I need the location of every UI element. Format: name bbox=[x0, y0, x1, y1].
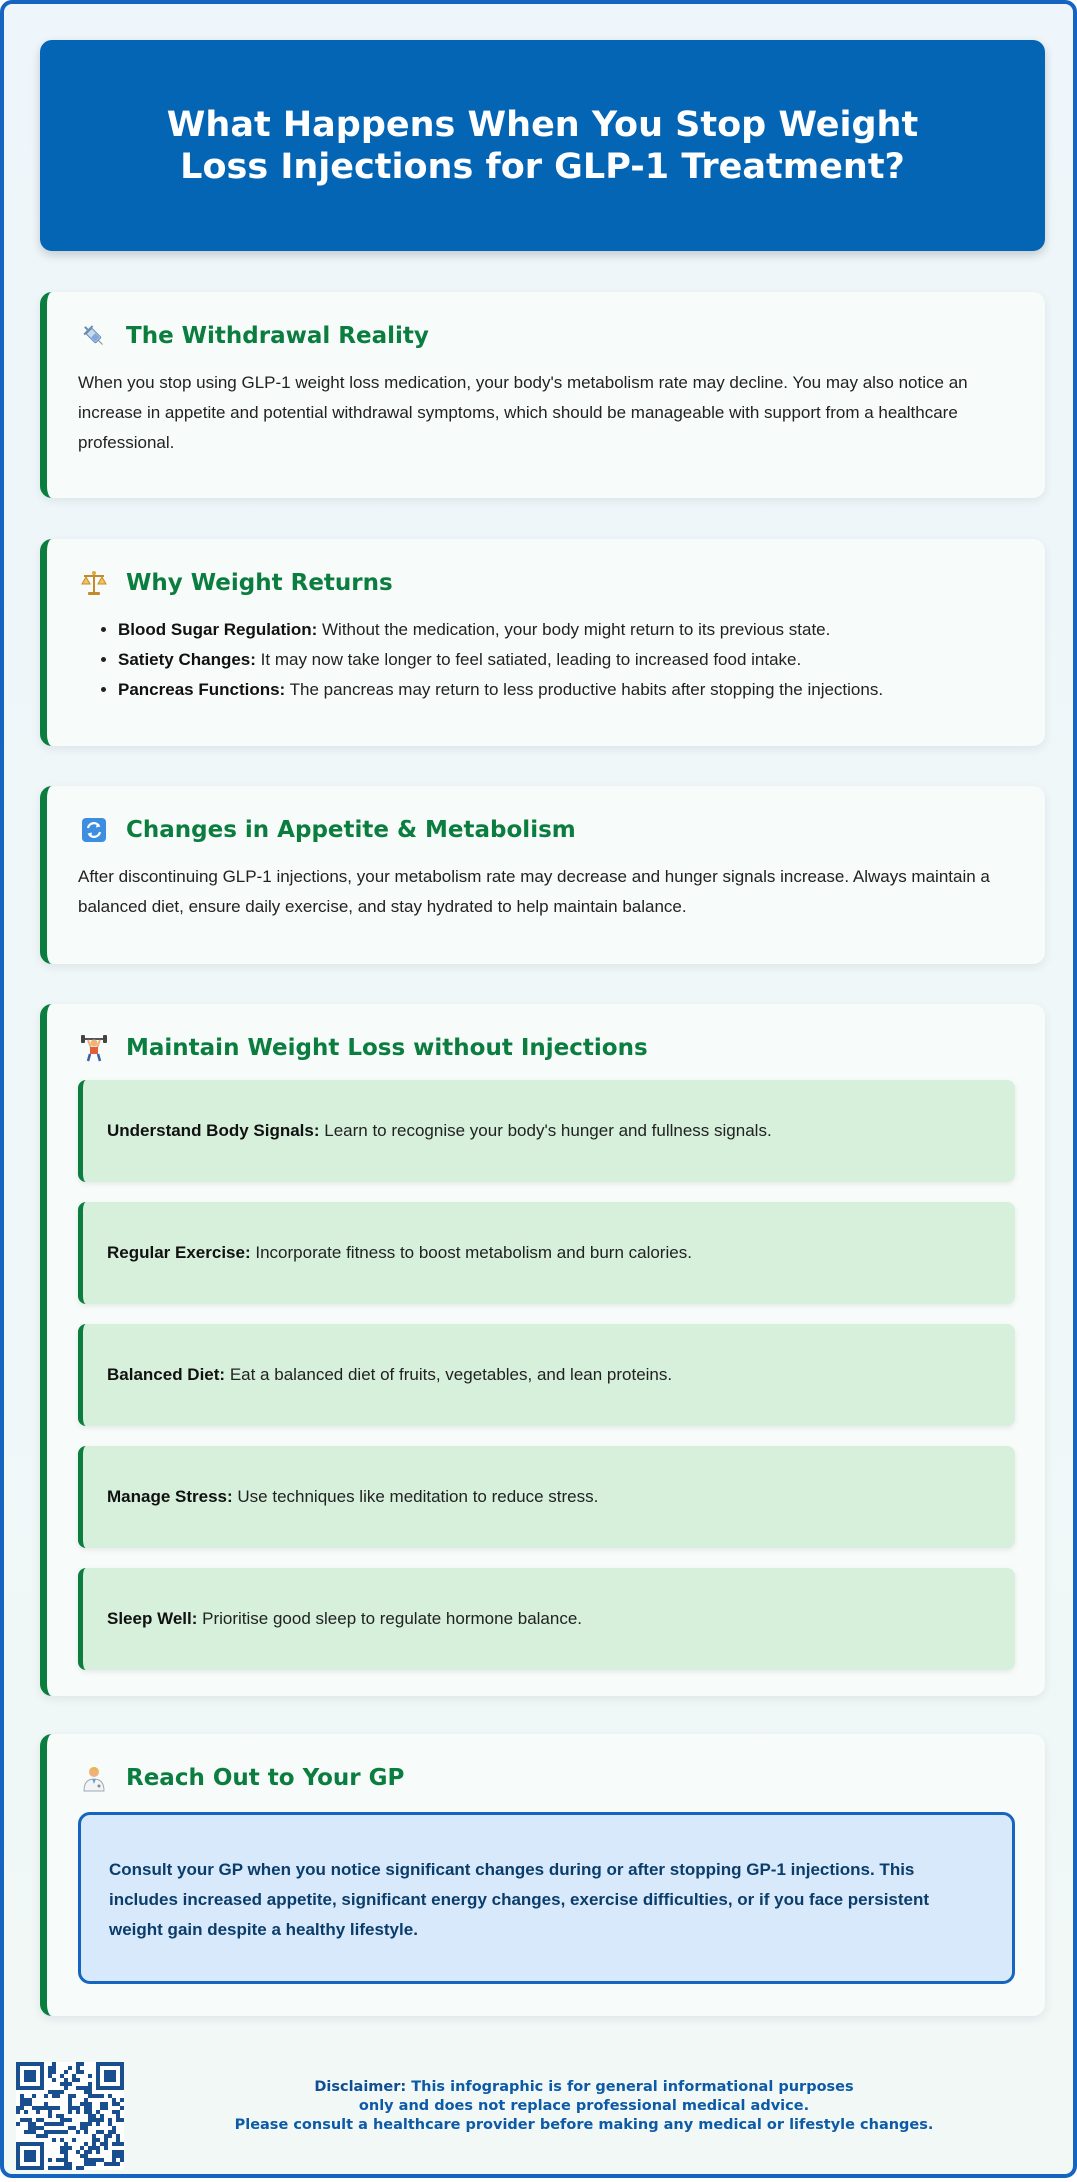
withdrawal-card bbox=[40, 292, 1045, 498]
maintain-card bbox=[40, 1004, 1045, 1696]
tip-item bbox=[78, 1202, 1015, 1304]
list-item-label: Blood Sugar Regulation: bbox=[118, 620, 318, 639]
tip-text: Learn to recognise your body's hunger and fullness signals. bbox=[319, 1121, 772, 1140]
appetite-card-title: Changes in Appetite & Metabolism bbox=[126, 817, 576, 843]
tip-label: Regular Exercise: bbox=[107, 1243, 251, 1262]
tip-text: Eat a balanced diet of fruits, vegetables, and lean proteins. bbox=[225, 1365, 673, 1384]
qr-code[interactable] bbox=[16, 2062, 124, 2170]
disclaimer-line-3: Please consult a healthcare provider before making any medical or lifestyle changes. bbox=[234, 2117, 934, 2133]
gp-card bbox=[40, 1734, 1045, 2016]
disclaimer bbox=[154, 2078, 1014, 2135]
tip-text: Prioritise good sleep to regulate hormone balance. bbox=[197, 1609, 583, 1628]
gp-callout: Consult your GP when you notice significant changes during or after stopping GP-1 injections. This includes increased appetite, significant energy changes, exercise difficulties, or if you face persistent weight gain despite a healthy lifestyle. bbox=[78, 1812, 1015, 1984]
maintain-card-header bbox=[78, 1030, 1015, 1066]
withdrawal-card-header bbox=[78, 318, 1015, 354]
tips-list bbox=[78, 1080, 1015, 1670]
appetite-card-body: After discontinuing GLP-1 injections, your metabolism rate may decrease and hunger signals increase. Always maintain a balanced diet, ensure daily exercise, and stay hydrated to help maintain balance. bbox=[78, 867, 990, 916]
tip-text: Incorporate fitness to boost metabolism and burn calories. bbox=[250, 1243, 692, 1262]
tip-item bbox=[78, 1080, 1015, 1182]
gp-card-title: Reach Out to Your GP bbox=[126, 1765, 405, 1791]
maintain-card-title: Maintain Weight Loss without Injections bbox=[126, 1035, 648, 1061]
tip-label: Understand Body Signals: bbox=[107, 1121, 320, 1140]
withdrawal-card-body: When you stop using GLP-1 weight loss medication, your body's metabolism rate may decline. You may also notice an increase in appetite and potential withdrawal symptoms, which should be manageable with support from a healthcare professional. bbox=[78, 373, 968, 452]
tip-item bbox=[78, 1568, 1015, 1670]
tip-label: Sleep Well: bbox=[107, 1609, 198, 1628]
weight-returns-card bbox=[40, 539, 1045, 746]
weight-returns-card-header bbox=[78, 565, 1015, 601]
tip-label: Balanced Diet: bbox=[107, 1365, 226, 1384]
list-item-text: Without the medication, your body might return to its previous state. bbox=[317, 620, 831, 639]
list-item-text: It may now take longer to feel satiated, leading to increased food intake. bbox=[255, 650, 802, 669]
gp-card-header bbox=[78, 1760, 1015, 1796]
weight-returns-list bbox=[78, 615, 1015, 705]
syringe-icon bbox=[78, 320, 110, 352]
page-title: What Happens When You Stop Weight Loss Injections for GLP-1 Treatment? bbox=[166, 104, 919, 187]
tip-item bbox=[78, 1324, 1015, 1426]
weightlifter-icon bbox=[78, 1032, 110, 1064]
doctor-icon bbox=[78, 1762, 110, 1794]
tip-label: Manage Stress: bbox=[107, 1487, 233, 1506]
tip-text: Use techniques like meditation to reduce stress. bbox=[232, 1487, 599, 1506]
disclaimer-line-2: only and does not replace professional medical advice. bbox=[358, 2098, 810, 2114]
disclaimer-line-1: This infographic is for general informational purposes bbox=[406, 2079, 854, 2095]
list-item-text: The pancreas may return to less productive habits after stopping the injections. bbox=[285, 680, 884, 699]
list-item-label: Satiety Changes: bbox=[118, 650, 256, 669]
disclaimer-label: Disclaimer: bbox=[314, 2079, 407, 2095]
appetite-card-header bbox=[78, 812, 1015, 848]
list-item-label: Pancreas Functions: bbox=[118, 680, 286, 699]
tip-item bbox=[78, 1446, 1015, 1548]
footer bbox=[4, 2062, 1077, 2182]
weight-returns-card-title: Why Weight Returns bbox=[126, 570, 393, 596]
list-item bbox=[118, 645, 1015, 675]
page-header bbox=[40, 40, 1045, 251]
withdrawal-card-title: The Withdrawal Reality bbox=[126, 323, 429, 349]
appetite-card bbox=[40, 786, 1045, 964]
balance-scale-icon bbox=[78, 567, 110, 599]
list-item bbox=[118, 675, 1015, 705]
list-item bbox=[118, 615, 1015, 645]
refresh-arrows-icon bbox=[78, 814, 110, 846]
